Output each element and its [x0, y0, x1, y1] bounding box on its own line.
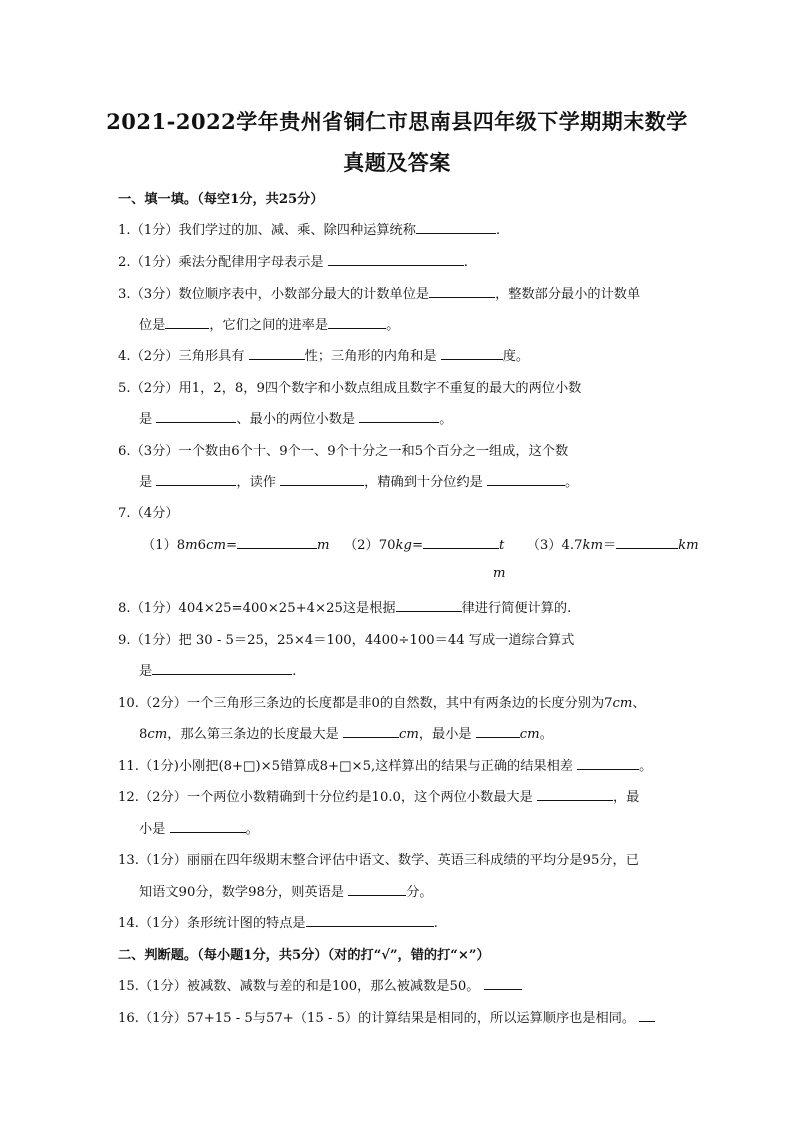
- answer-blank: [280, 473, 364, 486]
- question-9-cont: 是 .: [139, 664, 297, 679]
- question-9: 9.（1分）把 30 - 5＝25，25×4＝100，4400÷100＝44 写成一道综合算式: [118, 633, 575, 648]
- answer-blank: [429, 285, 495, 298]
- answer-blank: [441, 347, 503, 360]
- question-5-cont: 是 、最小的两位小数是 。: [139, 412, 453, 427]
- page-title-line1: 2021-2022学年贵州省铜仁市思南县四年级下学期期末数学: [106, 109, 688, 134]
- question-10: 10.（2分）一个三角形三条边的长度都是非0的自然数，其中有两条边的长度分别为7cm、: [118, 696, 646, 711]
- question-6: 6.（3分）一个数由6个十、9个一、9个十分之一和5个百分之一组成，这个数: [118, 444, 569, 459]
- question-3: 3.（3分）数位顺序表中，小数部分最大的计数单位是 ，整数部分最小的计数单: [118, 287, 641, 302]
- answer-blank: [156, 410, 236, 423]
- answer-blank: [237, 536, 317, 549]
- answer-blank: [306, 914, 434, 927]
- question-13-cont: 知语文90分，数学98分，则英语是 分。: [139, 885, 433, 900]
- question-13: 13.（1分）丽丽在四年级期末整合评估中语文、数学、英语三科成绩的平均分是95分，已: [118, 853, 639, 868]
- question-14: 14.（1分）条形统计图的特点是 .: [118, 916, 438, 931]
- question-3-cont: 位是 ，它们之间的进率是 。: [139, 318, 400, 333]
- answer-blank: [249, 347, 305, 360]
- answer-blank: [487, 473, 565, 486]
- answer-blank: [423, 536, 499, 549]
- answer-blank: [343, 725, 399, 738]
- answer-blank: [416, 221, 496, 234]
- answer-blank: [577, 757, 639, 770]
- question-11: 11.（1分)小刚把(8+□)×5错算成8+□×5,这样算出的结果与正确的结果相差 。: [118, 759, 653, 774]
- section-heading-fill: 一、填一填。（每空1分，共25分）: [118, 192, 324, 207]
- answer-blank: [170, 820, 246, 833]
- answer-blank: [165, 316, 209, 329]
- question-7-items: （1）8m6cm= m （2）70kg= t （3）4.7km＝ km: [142, 538, 699, 553]
- question-10-cont: 8cm，那么第三条边的长度最大是 cm，最小是 cm。: [139, 727, 553, 742]
- question-4: 4.（2分）三角形具有 性；三角形的内角和是 度。: [118, 349, 530, 364]
- page-title-line2: 真题及答案: [343, 150, 451, 175]
- answer-blank: [616, 536, 678, 549]
- question-6-cont: 是 ，读作 ，精确到十分位约是 。: [139, 475, 579, 490]
- answer-blank: [484, 977, 522, 990]
- question-1: 1.（1分）我们学过的加、减、乘、除四种运算统称 .: [118, 223, 501, 238]
- answer-blank: [639, 1009, 655, 1022]
- answer-blank: [328, 316, 386, 329]
- answer-blank: [328, 253, 464, 266]
- answer-blank: [359, 410, 439, 423]
- question-12-cont: 小是 。: [139, 822, 259, 837]
- question-7-unit-wrap: m: [493, 566, 506, 581]
- question-15: 15.（1分）被减数、减数与差的和是100，那么被减数是50。: [118, 975, 522, 994]
- answer-blank: [537, 788, 613, 801]
- answer-blank: [348, 883, 406, 896]
- question-12: 12.（2分）一个两位小数精确到十分位约是10.0，这个两位小数最大是 ，最: [118, 790, 640, 805]
- section-heading-judge: 二、判断题。（每小题1分，共5分）（对的打“√”，错的打“×”）: [118, 948, 490, 963]
- question-2: 2.（1分）乘法分配律用字母表示是 .: [118, 255, 468, 270]
- answer-blank: [476, 725, 520, 738]
- question-16: 16.（1分）57+15 - 5与57+（15 - 5）的计算结果是相同的，所以运算顺序也是相同。: [118, 1007, 655, 1026]
- question-8: 8.（1分）404×25=400×25+4×25这是根据 律进行简便计算的.: [118, 601, 572, 616]
- question-7: 7.（4分）: [118, 506, 179, 521]
- answer-blank: [396, 599, 462, 612]
- answer-blank: [156, 473, 236, 486]
- question-5: 5.（2分）用1，2，8，9四个数字和小数点组成且数字不重复的最大的两位小数: [118, 381, 582, 396]
- answer-blank: [152, 662, 292, 675]
